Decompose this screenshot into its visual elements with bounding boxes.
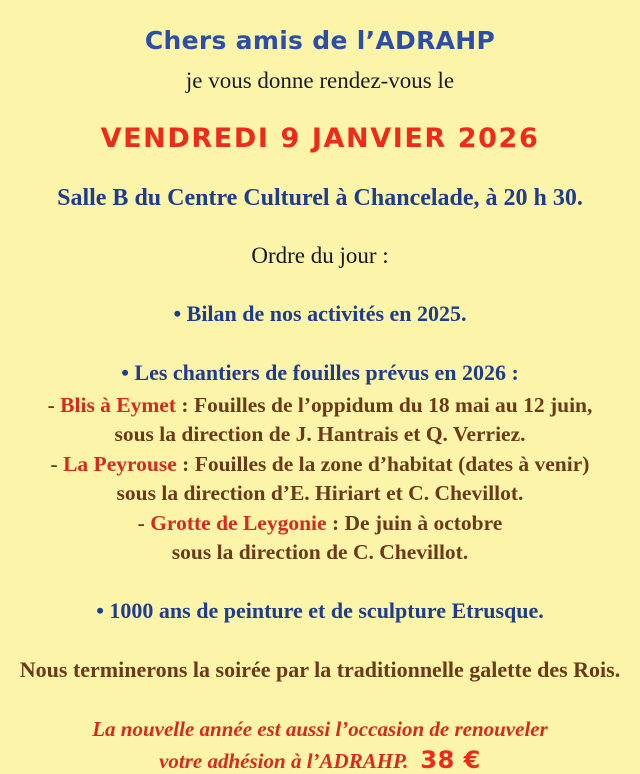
agenda-item-review: • Bilan de nos activités en 2025. [173,301,467,326]
dig-direction: sous la direction d’E. Hiriart et C. Chevillot. [116,481,524,505]
dig-separator: : [176,393,194,417]
dig-description: Fouilles de l’oppidum du 18 mai au 12 juin, [193,393,593,417]
invitation-text: je vous donne rendez-vous le [185,68,455,93]
membership-price: 38 € [420,746,481,774]
dig-prefix: - [47,393,61,417]
dig-description: De juin à octobre [344,511,503,535]
event-venue: Salle B du Centre Culturel à Chancelade, à 20 h 30. [57,185,583,211]
greeting-heading: Chers amis de l’ADRAHP [144,26,496,55]
dig-description: Fouilles de la zone d’habitat (dates à venir) [194,452,590,476]
dig-site-name: Grotte de Leygonie [150,511,327,535]
membership-text: votre adhésion à l’ADRAHP. [159,749,409,773]
dig-entry [8,452,632,477]
dig-site-name: Blis à Eymet [60,393,177,417]
dig-entry [8,393,632,418]
dig-prefix: - [137,511,151,535]
dig-separator: : [176,452,195,476]
agenda-heading: Ordre du jour : [251,243,389,268]
membership-block [8,717,632,774]
dig-prefix: - [50,452,64,476]
dig-direction: sous la direction de J. Hantrais et Q. Verriez. [114,422,526,446]
membership-line-1: La nouvelle année est aussi l’occasion de renouveler [92,717,548,741]
event-date: VENDREDI 9 JANVIER 2026 [100,123,540,154]
agenda-item-digs: • Les chantiers de fouilles prévus en 2026 : [121,360,519,385]
dig-separator: : [326,511,345,535]
dig-direction: sous la direction de C. Chevillot. [171,540,469,564]
agenda-item-etruscan: • 1000 ans de peinture et de sculpture Etrusque. [96,598,544,623]
closing-galette-text: Nous terminerons la soirée par la traditionnelle galette des Rois. [19,657,621,682]
dig-entry [8,511,632,536]
dig-site-name: La Peyrouse [63,452,177,476]
membership-line-2 [8,746,632,774]
